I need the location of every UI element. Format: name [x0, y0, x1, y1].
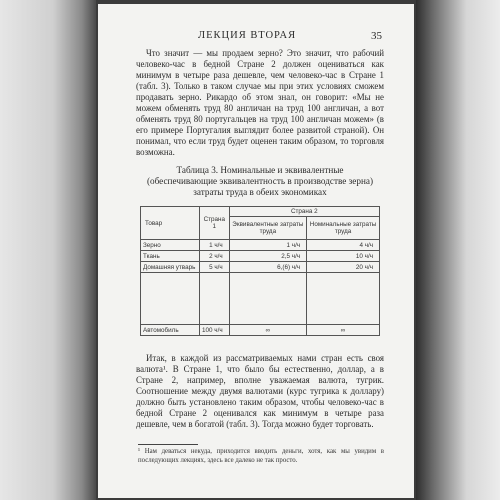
cell-blank — [200, 273, 230, 325]
table-row — [141, 240, 380, 251]
cell-equivalent: 2,5 ч/ч — [229, 251, 306, 262]
header-country-2: Страна 2 — [229, 207, 379, 217]
cell-country-1: 5 ч/ч — [200, 262, 230, 273]
table-caption — [136, 165, 384, 198]
running-header — [98, 30, 414, 44]
header-equivalent: Эквивалентные затраты труда — [229, 217, 306, 240]
cell-blank — [141, 273, 200, 325]
table-caption-line-2: (обеспечивающие эквивалентность в производстве зерна) — [146, 176, 374, 186]
table-row-blank — [141, 273, 380, 325]
paragraph-2: Итак, в каждой из рассматриваемых нами стран есть своя валюта¹. В Стране 1, что было бы естественно, доллар, а в Стране 2, например, вполне уважаемая валюта, тугрик. Соотношение между двумя валютами (курс тугрика к доллару) должно быть установлено таким образом, чтобы человеко-час в бедной Стране 2 оценивался как минимум в четыре раза дешевле, чем в богатой (табл. 3). Тогда можно будет торговать. — [136, 353, 384, 430]
cell-product: Домашняя утварь — [141, 262, 200, 273]
chapter-title: ЛЕКЦИЯ ВТОРАЯ — [198, 30, 297, 41]
cell-country-1: 100 ч/ч — [200, 325, 230, 336]
cell-nominal: 20 ч/ч — [307, 262, 380, 273]
cell-product: Зерно — [141, 240, 200, 251]
table-row — [141, 325, 380, 336]
table-row — [141, 262, 380, 273]
header-product: Товар — [141, 207, 200, 240]
page-number: 35 — [371, 30, 382, 42]
header-nominal: Номинальные затраты труда — [307, 217, 380, 240]
footnote-divider — [138, 444, 198, 445]
cell-product: Ткань — [141, 251, 200, 262]
table-caption-line-1: Таблица 3. Номинальные и эквивалентные — [176, 165, 344, 175]
cell-blank — [307, 273, 380, 325]
labor-cost-table — [140, 206, 380, 336]
cell-country-1: 2 ч/ч — [200, 251, 230, 262]
cell-equivalent: 1 ч/ч — [229, 240, 306, 251]
cell-blank — [229, 273, 306, 325]
cell-nominal: 10 ч/ч — [307, 251, 380, 262]
table-caption-line-3: затраты труда в обеих экономиках — [193, 187, 327, 197]
table-header-row — [141, 207, 380, 217]
scan-background-left — [0, 0, 96, 500]
table-row — [141, 251, 380, 262]
cell-nominal: ∞ — [307, 325, 380, 336]
cell-nominal: 4 ч/ч — [307, 240, 380, 251]
cell-country-1: 1 ч/ч — [200, 240, 230, 251]
scan-background-right — [416, 0, 500, 500]
cell-equivalent: ∞ — [229, 325, 306, 336]
paragraph-1: Что значит — мы продаем зерно? Это значит, что рабочий человеко-час в бедной Стране 2 должен оцениваться как минимум в четыре раза дешевле, чем человеко-час в Стране 1 (табл. 3). Только в таком случае мы при этих условиях сможем продавать зерно. Рикардо об этом знал, он говорит: «Мы не можем обменять труд 80 англичан на труд 100 англичан, а вот обменять труд 80 португальцев на труд 100 англичан можем» (в его примере Португалия выглядит более развитой страной). Он понимал, что если труд будет оценен таким образом, то торговля возможна. — [136, 48, 384, 158]
header-country-1: Страна 1 — [200, 207, 230, 240]
footnote: ¹ Нам деваться некуда, приходится вводить деньги, хотя, как мы увидим в последующих лекциях, здесь все далеко не так просто. — [138, 448, 384, 464]
cell-equivalent: 6,(6) ч/ч — [229, 262, 306, 273]
book-page — [98, 4, 414, 498]
cell-product: Автомобиль — [141, 325, 200, 336]
